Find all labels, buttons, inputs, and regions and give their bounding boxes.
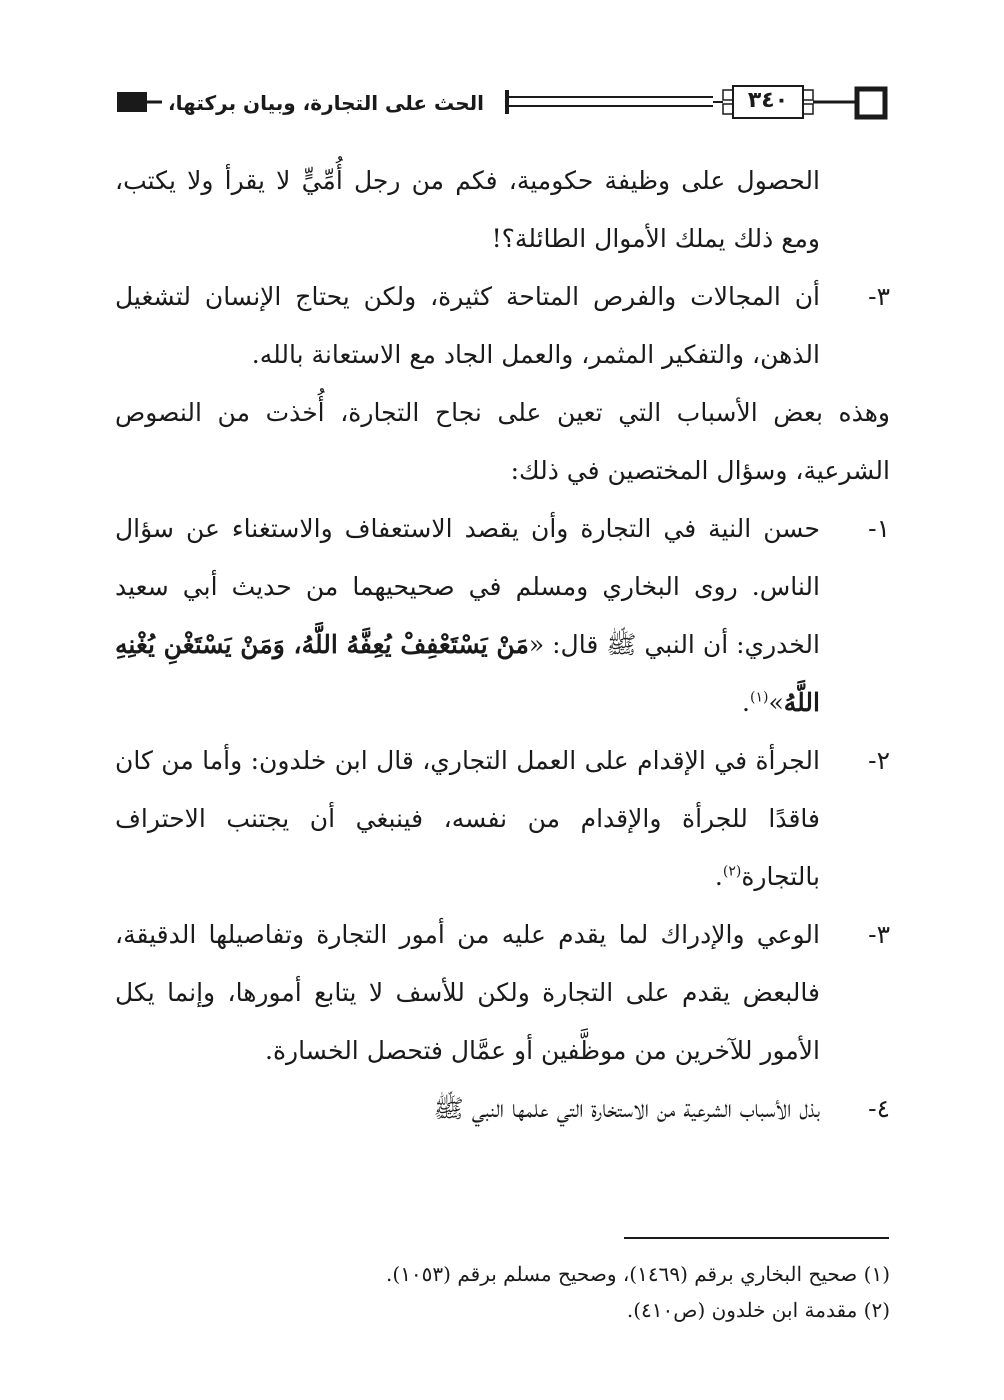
list-number: ٣-: [868, 920, 890, 949]
page-header: [115, 84, 890, 126]
list-text: بذل الأسباب الشرعية من الاستخارة التي علمها النبي ﷺ: [433, 1094, 820, 1123]
list-text-body: الجرأة في الإقدام على العمل التجاري، قال ابن خلدون: وأما من كان فاقدًا للجرأة والإقدام من نفسه، فينبغي أن يجتنب الاحتراف بالتجارة: [115, 746, 820, 891]
list-item-1-intention: [115, 500, 890, 732]
list-item-4-means: [115, 1080, 890, 1138]
list-text: أن المجالات والفرص المتاحة كثيرة، ولكن يحتاج الإنسان لتشغيل الذهن، والتفكير المثمر، والعمل الجاد مع الاستعانة بالله.: [115, 282, 820, 369]
list-item-3-opportunities: [115, 268, 890, 384]
footnote-1: (١) صحيح البخاري برقم (١٤٦٩)، وصحيح مسلم برقم (١٠٥٣).: [386, 1262, 890, 1286]
paragraph-continuation: الحصول على وظيفة حكومية، فكم من رجل أُمِّيٍّ لا يقرأ ولا يكتب، ومع ذلك يملك الأموال الطائلة؟!: [115, 166, 820, 253]
list-text: [115, 500, 820, 732]
list-item-2-boldness: [115, 732, 890, 906]
footnote-2: (٢) مقدمة ابن خلدون (ص٤١٠).: [626, 1298, 890, 1322]
list-number: ١-: [868, 514, 890, 543]
footnote-ref-2[interactable]: (٢): [722, 863, 742, 880]
running-title: الحث على التجارة، وبيان بركتها،: [162, 86, 490, 120]
list-text-end: .: [742, 688, 750, 717]
hadith-quote: مَنْ يَسْتَعْفِفْ يُعِفَّهُ اللَّهُ، وَمَنْ يَسْتَغْنِ يُغْنِهِ اللَّهُ: [115, 630, 820, 717]
paragraph-intro: وهذه بعض الأسباب التي تعين على نجاح التجارة، أُخذت من النصوص الشرعية، وسؤال المختصين في ذلك:: [115, 398, 890, 485]
footnote-ref-1[interactable]: (١): [749, 689, 769, 706]
list-text-body: حسن النية في التجارة وأن يقصد الاستعفاف والاستغناء عن سؤال الناس. روى البخاري ومسلم في صحيحيهما من حديث أبي سعيد الخدري: أن النبي ﷺ قال: «: [115, 514, 820, 659]
list-number: ٢-: [868, 746, 890, 775]
list-item-3-awareness: [115, 906, 890, 1080]
list-number: ٣-: [868, 282, 890, 311]
list-text: الوعي والإدراك لما يقدم عليه من أمور التجارة وتفاصيلها الدقيقة، فالبعض يقدم على التجارة ولكن للأسف لا يتابع أمورها، وإنما يكل الأمور للآخرين من موظَّفين أو عمَّال فتحصل الخسارة.: [115, 920, 820, 1065]
list-text-end: .: [714, 862, 723, 891]
footnotes: [115, 1256, 890, 1328]
page-body: [115, 152, 890, 1138]
quote-close: »: [768, 688, 784, 717]
list-number: ٤-: [868, 1094, 890, 1123]
page-number: ٣٤٠: [747, 88, 789, 113]
footnote-divider: [624, 1237, 889, 1239]
list-text: [115, 732, 820, 906]
